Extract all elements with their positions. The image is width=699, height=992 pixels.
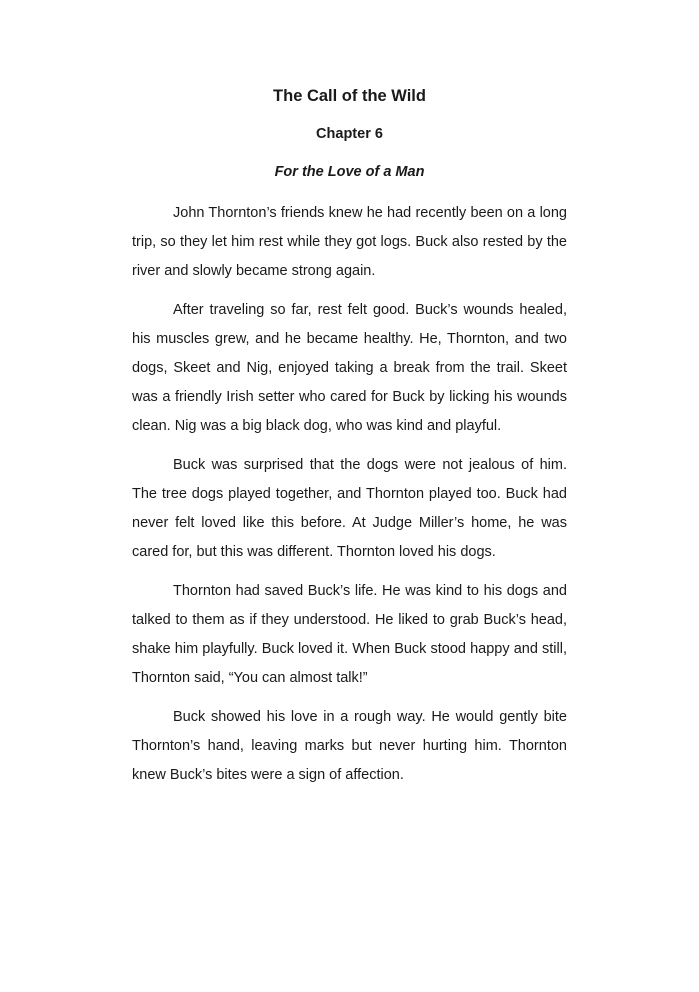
document-content (132, 84, 567, 800)
paragraph-4: Thornton had saved Buck’s life. He was kind to his dogs and talked to them as if they understood. He liked to grab Buck’s head, shake him playfully. Buck loved it. When Buck stood happy and still, Thornton said, “You can almost talk!” (132, 583, 567, 686)
chapter-subtitle: For the Love of a Man (274, 164, 425, 180)
chapter-heading: Chapter 6 (316, 126, 383, 142)
body-text (132, 199, 567, 790)
paragraph-1: John Thornton’s friends knew he had recently been on a long trip, so they let him rest while they got logs. Buck also rested by the river and slowly became strong again. (132, 205, 567, 279)
paragraph-3: Buck was surprised that the dogs were not jealous of him. The tree dogs played together, and Thornton played too. Buck had never felt loved like this before. At Judge Miller’s home, he was cared for, but this was different. Thornton loved his dogs. (132, 457, 567, 560)
paragraph-2: After traveling so far, rest felt good. Buck’s wounds healed, his muscles grew, and he became healthy. He, Thornton, and two dogs, Skeet and Nig, enjoyed taking a break from the trail. Skeet was a friendly Irish setter who cared for Buck by licking his wounds clean. Nig was a big black dog, who was kind and playful. (132, 302, 567, 434)
book-title: The Call of the Wild (273, 87, 426, 105)
paragraph-5: Buck showed his love in a rough way. He would gently bite Thornton’s hand, leaving marks but never hurting him. Thornton knew Buck’s bites were a sign of affection. (132, 709, 567, 783)
